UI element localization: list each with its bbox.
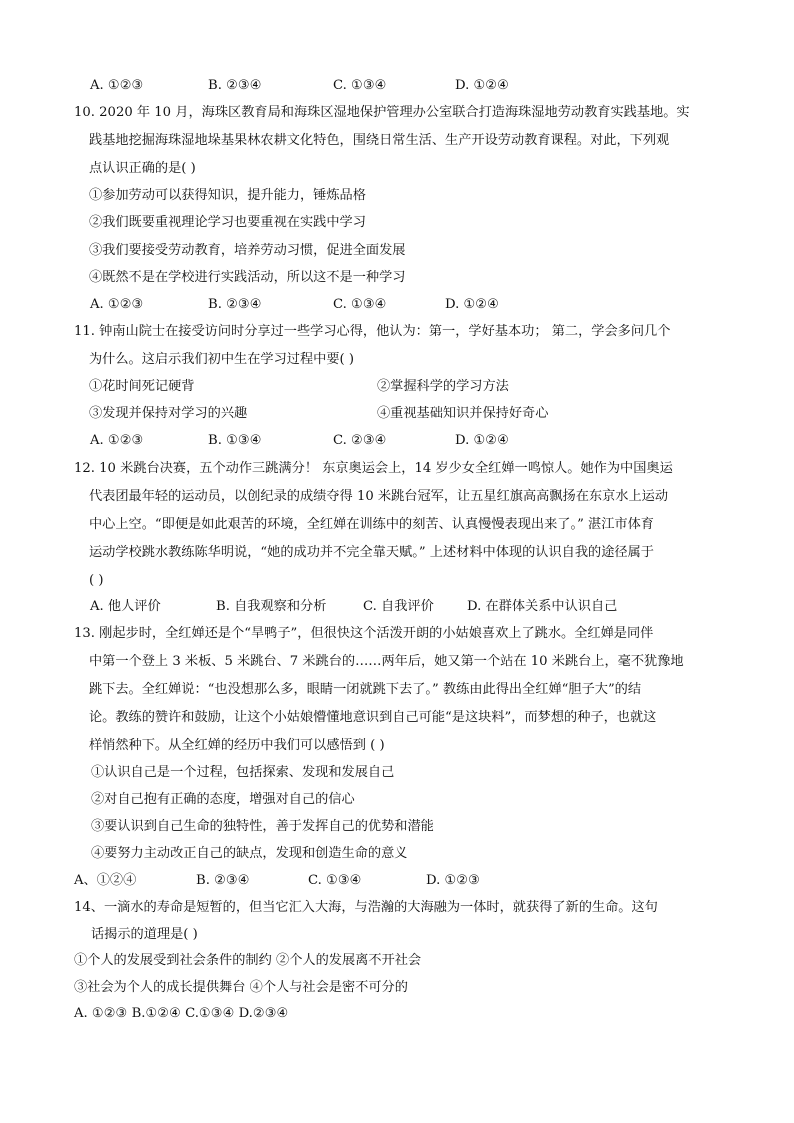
q12-stem-line: 运动学校跳水教练陈华明说，“她的成功并不完全靠天赋。” 上述材料中体现的认识自我的途径属于 [89, 545, 654, 560]
q10-stem-line: 10. 2020 年 10 月，海珠区教育局和海珠区湿地保护管理办公室联合打造海珠湿地劳动教育实践基地。实 [74, 105, 690, 120]
q12-option-c[interactable]: C. 自我评价 [363, 599, 434, 614]
q13-option-a[interactable]: A、①②④ [74, 873, 137, 888]
q13-stem-line: 中第一个登上 3 米板、5 米跳台、7 米跳台的……两年后，她又第一个站在 10 米跳台上，毫不犹豫地 [89, 654, 684, 669]
q14-item: ①个人的发展受到社会条件的制约 ②个人的发展离不开社会 [74, 953, 422, 968]
q11-stem-line: 为什么。这启示我们初中生在学习过程中要( ) [89, 352, 355, 367]
q14-stem-line: 话揭示的道理是( ) [91, 927, 198, 942]
q13-item: ③要认识到自己生命的独特性，善于发挥自己的优势和潜能 [91, 819, 434, 834]
q10-item: ①参加劳动可以获得知识，提升能力，锤炼品格 [89, 188, 366, 203]
q13-option-d[interactable]: D. ①②③ [426, 873, 480, 888]
q10-option-a[interactable]: A. ①②③ [90, 297, 144, 312]
q13-option-c[interactable]: C. ①③④ [308, 873, 362, 888]
q14-stem-line: 14、一滴水的寿命是短暂的，但当它汇入大海，与浩瀚的大海融为一体时，就获得了新的生命。这句 [74, 900, 658, 915]
q12-stem-line: ( ) [89, 573, 104, 588]
q12-option-d[interactable]: D. 在群体关系中认识自己 [467, 599, 618, 614]
q11-stem-line: 11. 钟南山院士在接受访问时分享过一些学习心得，他认为：第一，学好基本功； 第二，学会多问几个 [74, 324, 671, 339]
q13-stem-line: 样悄然种下。从全红婵的经历中我们可以感悟到 ( ) [89, 738, 385, 753]
q13-option-b[interactable]: B. ②③④ [196, 873, 250, 888]
q10-stem-line: 点认识正确的是( ) [89, 161, 196, 176]
q10-item: ④既然不是在学校进行实践活动，所以这不是一种学习 [89, 270, 406, 285]
q13-stem-line: 论。教练的赞许和鼓励，让这个小姑娘懵懂地意识到自己可能“是这块料”，而梦想的种子，也就这 [89, 710, 657, 725]
q13-item: ④要努力主动改正自己的缺点，发现和创造生命的意义 [91, 846, 408, 861]
q13-stem-line: 13. 刚起步时，全红婵还是个“旱鸭子”，但很快这个活泼开朗的小姑娘喜欢上了跳水。全红婵是同伴 [74, 626, 654, 641]
q10-option-d[interactable]: D. ①②④ [445, 297, 499, 312]
q11-option-d[interactable]: D. ①②④ [455, 433, 509, 448]
q14-item: ③社会为个人的成长提供舞台 ④个人与社会是密不可分的 [74, 980, 408, 995]
q13-item: ①认识自己是一个过程，包括探索、发现和发展自己 [91, 765, 395, 780]
q13-stem-line: 跳下去。全红婵说：“也没想那么多，眼睛一闭就跳下去了。” 教练由此得出全红婵“胆子大”的结 [89, 682, 642, 697]
q9-option-b[interactable]: B. ②③④ [208, 78, 262, 93]
q12-stem-line: 代表团最年轻的运动员，以创纪录的成绩夺得 10 米跳台冠军，让五星红旗高高飘扬在东京水上运动 [89, 489, 669, 504]
q11-option-a[interactable]: A. ①②③ [90, 433, 144, 448]
q14-options[interactable]: A. ①②③ B.①②④ C.①③④ D.②③④ [74, 1006, 289, 1021]
q13-item: ②对自己抱有正确的态度，增强对自己的信心 [91, 792, 355, 807]
q12-option-a[interactable]: A. 他人评价 [90, 599, 161, 614]
q9-option-a[interactable]: A. ①②③ [90, 78, 144, 93]
q10-item: ③我们要接受劳动教育，培养劳动习惯，促进全面发展 [89, 243, 406, 258]
q11-option-c[interactable]: C. ②③④ [333, 433, 387, 448]
q10-stem-line: 践基地挖掘海珠湿地垛基果林农耕文化特色，围绕日常生活、生产开设劳动教育课程。对此，下列观 [89, 133, 670, 148]
q11-item: ③发现并保持对学习的兴趣 [89, 406, 248, 421]
q11-item: ①花时间死记硬背 [89, 379, 195, 394]
q10-option-b[interactable]: B. ②③④ [208, 297, 262, 312]
q11-item: ②掌握科学的学习方法 [377, 379, 509, 394]
q10-option-c[interactable]: C. ①③④ [333, 297, 387, 312]
q11-item: ④重视基础知识并保持好奇心 [377, 406, 549, 421]
q9-option-c[interactable]: C. ①③④ [333, 78, 387, 93]
q12-option-b[interactable]: B. 自我观察和分析 [216, 599, 327, 614]
q10-item: ②我们既要重视理论学习也要重视在实践中学习 [89, 215, 366, 230]
q9-option-d[interactable]: D. ①②④ [455, 78, 509, 93]
q12-stem-line: 12. 10 米跳台决赛，五个动作三跳满分！ 东京奥运会上，14 岁少女全红婵一鸣惊人。她作为中国奥运 [74, 461, 673, 476]
q11-option-b[interactable]: B. ①③④ [208, 433, 262, 448]
q12-stem-line: 中心上空。“即便是如此艰苦的环境，全红婵在训练中的刻苦、认真慢慢表现出来了。” 湛江市体育 [89, 517, 654, 532]
